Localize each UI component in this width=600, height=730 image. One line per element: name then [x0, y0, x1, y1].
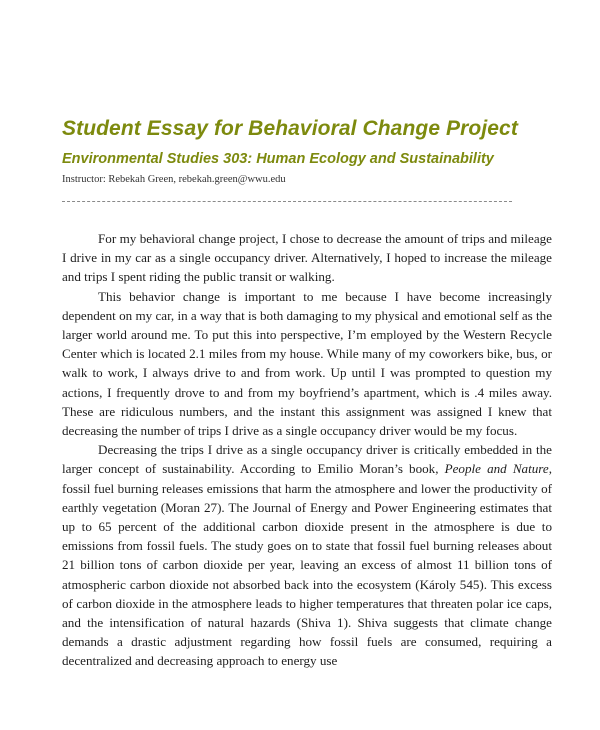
essay-paragraph-2: This behavior change is important to me because I have become increasingly dependent on my car, in a way that is both damaging to my physical and emotional self as the larger world around me. To put this into perspective, I’m employed by the Western Recycle Center which is located 2.1 miles from my house. While many of my coworkers bike, bus, or walk to work, I always drive to and from work. Up until I was prompted to question my actions, I frequently drove to and from my boyfriend’s apartment, which is .4 miles away. These are ridiculous numbers, and the instant this assignment was assigned I knew that decreasing the number of trips I drive as a single occupancy driver would be my focus. [62, 288, 553, 439]
essay-paragraph-3 [62, 440, 552, 670]
dashed-divider [62, 201, 512, 202]
paragraph-text: , fossil fuel burning releases emissions that harm the atmosphere and lower the productivity of earthly vegetation (Moran 27). The Journal of Energy and Power Engineering estimates that up to 65 percent of the additional carbon dioxide present in the atmosphere is due to emissions from fossil fuels. The study goes on to state that fossil fuel burning releases about 21 billion tons of carbon dioxide per year, leaving an excess of almost 11 billion tons of atmospheric carbon dioxide not absorbed back into the ecosystem (Károly 545). This excess of carbon dioxide in the atmosphere leads to higher temperatures that threaten polar ice caps, and the intensification of natural hazards (Shiva 1). Shiva suggests that climate change demands a drastic adjustment regarding how fossil fuels are consumed, requiring a decentralized and decreasing approach to energy use [62, 461, 552, 669]
essay-body [62, 229, 552, 671]
book-title: People and Nature [444, 461, 549, 477]
essay-paragraph-1: For my behavioral change project, I chose to decrease the amount of trips and mileage I drive in my car as a single occupancy driver. Alternatively, I hoped to increase the mileage and trips I spent riding the public transit or walking. [62, 231, 552, 285]
document-title: Student Essay for Behavioral Change Project [62, 117, 518, 140]
paragraph-text: Decreasing the trips I drive as a single occupancy driver is critically embedded in the larger concept of sustainability. According to Emilio Moran’s book, [62, 442, 552, 477]
instructor-line: Instructor: Rebekah Green, rebekah.green@wwu.edu [62, 174, 286, 185]
document-subtitle: Environmental Studies 303: Human Ecology and Sustainability [62, 151, 494, 167]
